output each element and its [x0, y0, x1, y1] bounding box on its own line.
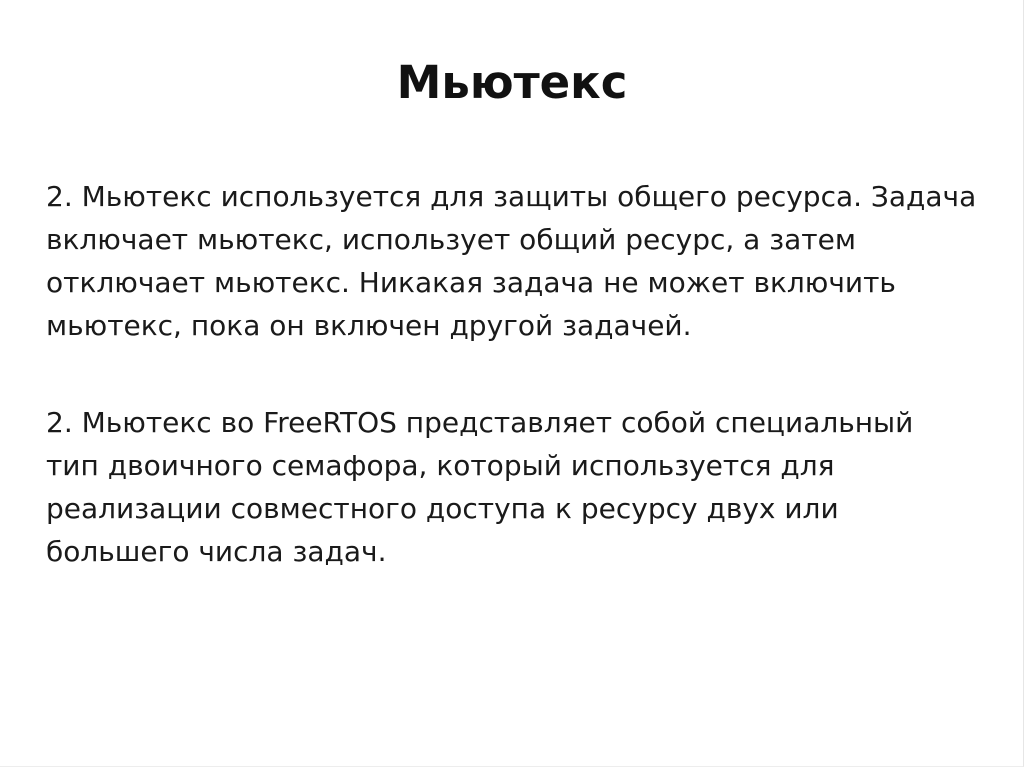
- paragraph-line: реализации совместного доступа к ресурсу двух или: [46, 492, 839, 525]
- paragraph-2: [46, 401, 1006, 573]
- paragraph-line: тип двоичного семафора, который используется для: [46, 449, 835, 482]
- paragraph-line: мьютекс, пока он включен другой задачей.: [46, 309, 692, 342]
- paragraph-line: 2. Мьютекс используется для защиты общего ресурса. Задача: [46, 180, 977, 213]
- paragraph-line: большего числа задач.: [46, 535, 387, 568]
- paragraph-line: включает мьютекс, использует общий ресурс, а затем: [46, 223, 856, 256]
- paragraph-line: отключает мьютекс. Никакая задача не может включить: [46, 266, 896, 299]
- paragraph-line: 2. Мьютекс во FreeRTOS представляет собой специальный: [46, 406, 914, 439]
- slide-title: Мьютекс: [396, 56, 628, 109]
- paragraph-1: [46, 175, 1006, 347]
- slide-body: [46, 175, 1006, 573]
